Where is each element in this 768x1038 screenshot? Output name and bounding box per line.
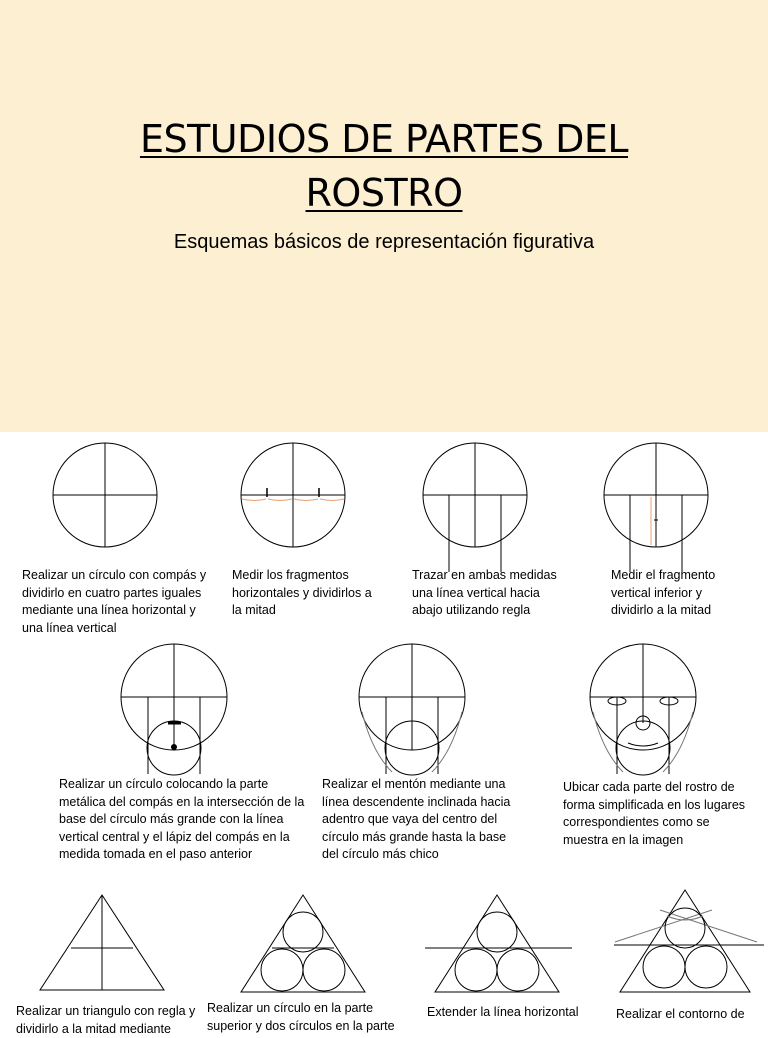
step-9-diagram [241, 895, 365, 992]
step-1-caption: Realizar un círculo con compás y dividirlo en cuatro partes iguales mediante una línea horizontal y una línea vertical [22, 568, 207, 635]
step-2-diagram [241, 443, 345, 547]
step-5-diagram [121, 644, 227, 775]
step-3-diagram [423, 443, 527, 572]
step-11-diagram [614, 890, 764, 992]
step-1-diagram [53, 443, 157, 547]
step-4-diagram [604, 443, 708, 572]
step-6-diagram [359, 644, 465, 775]
step-7-diagram [590, 644, 696, 775]
step-9-caption: Realizar un círculo en la parte superior y dos círculos en la parte [207, 1001, 395, 1033]
page-title: ESTUDIOS DE PARTES DEL ROSTRO [139, 117, 629, 215]
step-5-caption: Realizar un círculo colocando la parte metálica del compás en la intersección de la base del círculo más grande con la línea vertical central y el lápiz del compás en la medida tomada en el paso anterior [59, 777, 305, 861]
step-10-caption: Extender la línea horizontal [427, 1005, 579, 1019]
step-3-caption: Trazar en ambas medidas una línea vertical hacia abajo utilizando regla [412, 568, 557, 617]
step-8-caption: Realizar un triangulo con regla y dividirlo a la mitad mediante [16, 1004, 196, 1036]
step-11-caption: Realizar el contorno de [616, 1007, 745, 1021]
step-2-caption: Medir los fragmentos horizontales y dividirlos a la mitad [232, 568, 372, 617]
step-8-diagram [40, 895, 164, 990]
page-subtitle: Esquemas básicos de representación figurativa [173, 231, 595, 253]
step-6-caption: Realizar el mentón mediante una línea descendente inclinada hacia adentro que vaya del centro del círculo más grande hasta la base del círculo más chico [322, 777, 511, 861]
step-10-diagram [425, 895, 572, 992]
step-4-caption: Medir el fragmento vertical inferior y dividirlo a la mitad [611, 568, 716, 617]
step-7-caption: Ubicar cada parte del rostro de forma simplificada en los lugares correspondientes como se muestra en la imagen [563, 780, 746, 847]
